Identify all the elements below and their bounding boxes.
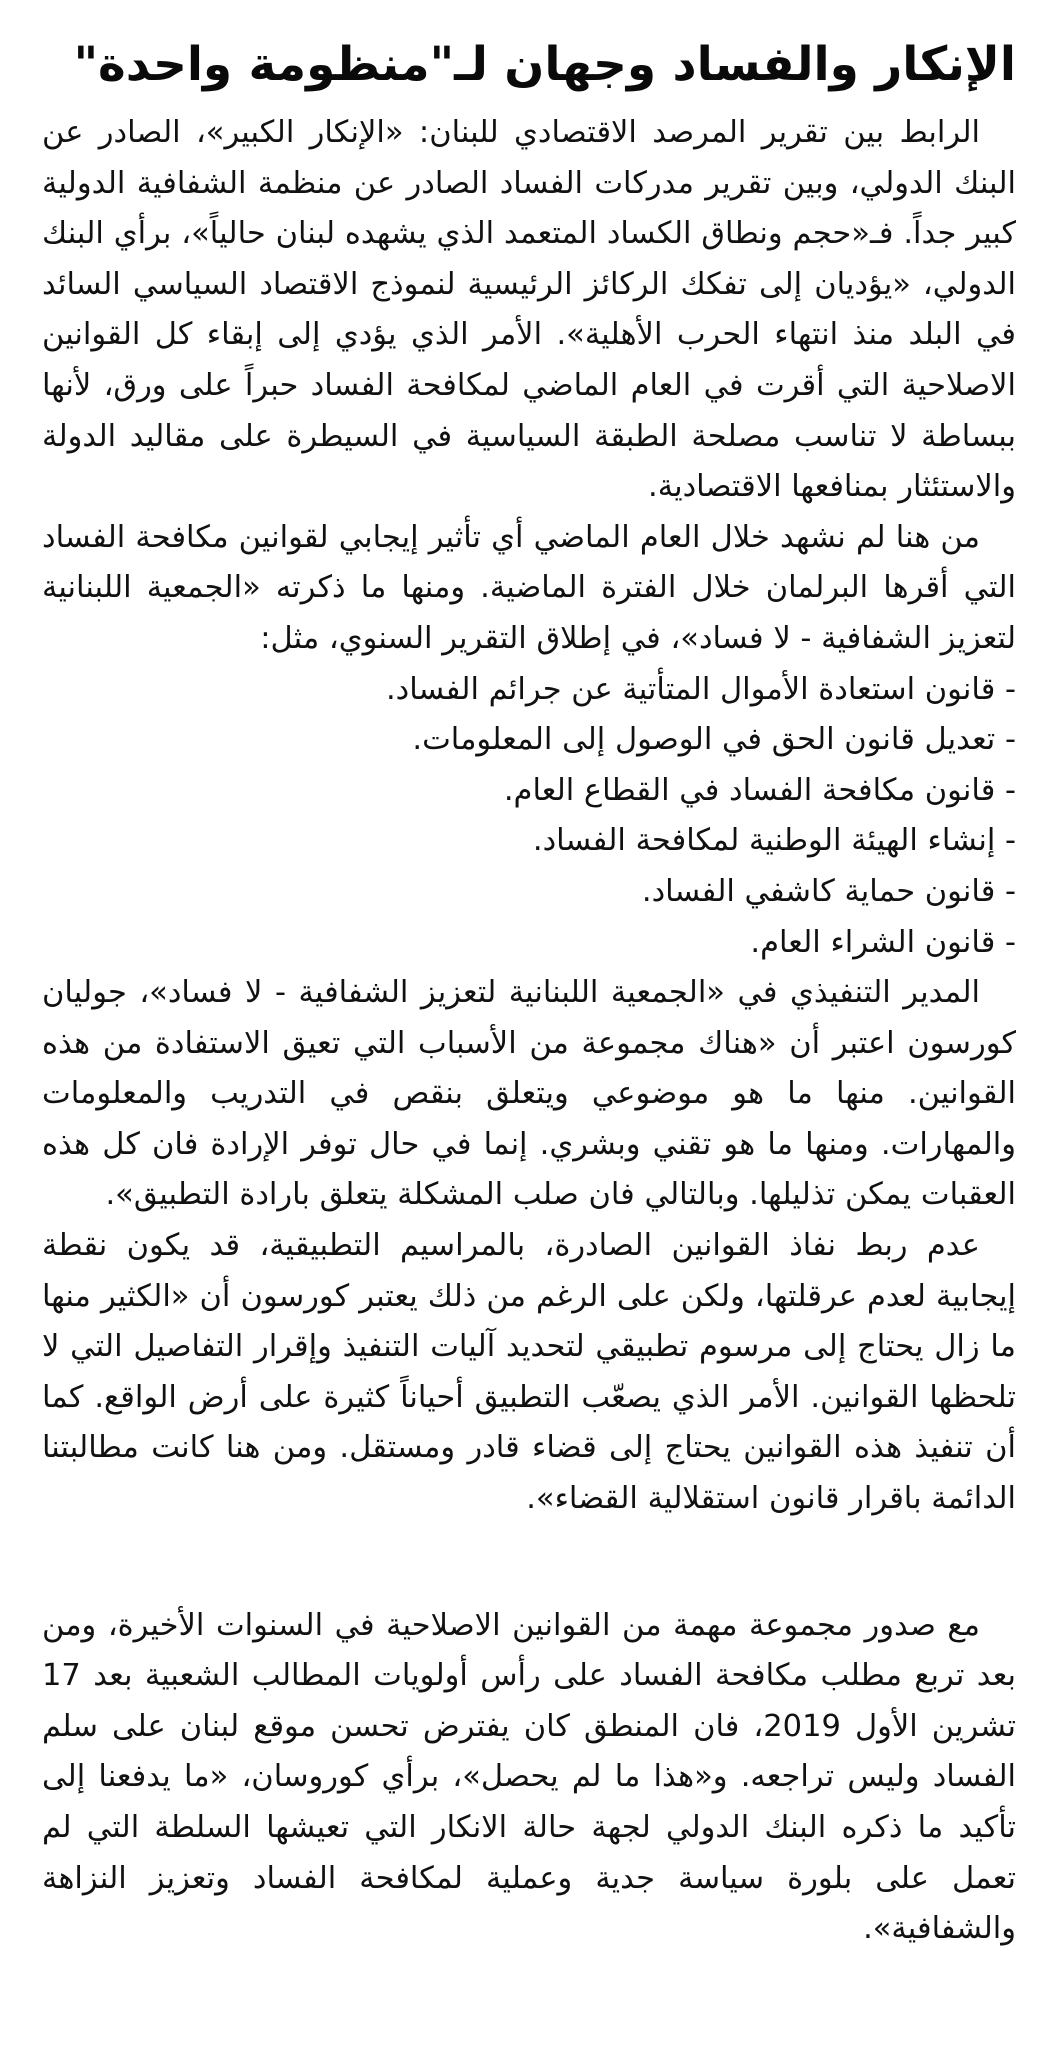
paragraph-decrees: عدم ربط نفاذ القوانين الصادرة، بالمراسيم التطبيقية، قد يكون نقطة إيجابية لعدم عرقلتها، ولكن على الرغم من ذلك يعتبر كورسون أن «الكثير منها ما زال يحتاج إلى مرسوم تطبيقي لتحديد آليات التنفيذ وإقرار التفاصيل التي لا تلحظها القوانين. الأمر الذي يصعّب التطبيق أحياناً كثيرة على أرض الواقع. كما أن تنفيذ هذه القوانين يحتاج إلى قضاء قادر ومستقل. ومن هنا كانت مطالبتنا الدائمة باقرار قانون استقلالية القضاء». <box>42 1228 1016 1517</box>
paragraph-director-quote: المدير التنفيذي في «الجمعية اللبنانية لتعزيز الشفافية - لا فساد»، جوليان كورسون اعتبر أن «هناك مجموعة من الأسباب التي تعيق الاستفادة من هذه القوانين. منها ما هو موضوعي ويتعلق بنقص في التدريب والمعلومات والمهارات. ومنها ما هو تقني وبشري. إنما في حال توفر الإرادة فان كل هذه العقبات يمكن تذليلها. وبالتالي فان صلب المشكلة يتعلق بارادة التطبيق». <box>42 975 1016 1213</box>
list-item: - تعديل قانون الحق في الوصول إلى المعلومات. <box>412 722 1016 758</box>
paragraph-laws-intro: من هنا لم نشهد خلال العام الماضي أي تأثير إيجابي لقوانين مكافحة الفساد التي أقرها البرلمان خلال الفترة الماضية. ومنها ما ذكرته «الجمعية اللبنانية لتعزيز الشفافية - لا فساد»، في إطلاق التقرير السنوي، مثل: <box>42 519 1016 656</box>
paragraph-intro: الرابط بين تقرير المرصد الاقتصادي للبنان: «الإنكار الكبير»، الصادر عن البنك الدولي، وبين تقرير مدركات الفساد الصادر عن منظمة الشفافية الدولية كبير جداً. فـ«حجم ونطاق الكساد المتعمد الذي يشهده لبنان حالياً»، برأي البنك الدولي، «يؤديان إلى تفكك الركائز الرئيسية لنموذج الاقتصاد السياسي السائد في البلد منذ انتهاء الحرب الأهلية». الأمر الذي يؤدي إلى إبقاء كل القوانين الاصلاحية التي أقرت في العام الماضي لمكافحة الفساد حبراً على ورق، لأنها ببساطة لا تناسب مصلحة الطبقة السياسية في السيطرة على مقاليد الدولة والاستئثار بمنافعها الاقتصادية. <box>42 115 1016 505</box>
list-item: - قانون الشراء العام. <box>750 924 1016 960</box>
list-item: - إنشاء الهيئة الوطنية لمكافحة الفساد. <box>532 823 1016 859</box>
article-headline: الإنكار والفساد وجهان لـ"منظومة واحدة" <box>73 37 1016 92</box>
paragraph-conclusion: مع صدور مجموعة مهمة من القوانين الاصلاحية في السنوات الأخيرة، ومن بعد تربع مطلب مكافحة الفساد على رأس أولويات المطالب الشعبية بعد 17 تشرين الأول 2019، فان المنطق كان يفترض تحسن موقع لبنان على سلم الفساد وليس تراجعه. و«هذا ما لم يحصل»، برأي كوروسان، «ما يدفعنا إلى تأكيد ما ذكره البنك الدولي لجهة حالة الانكار التي تعيشها السلطة التي لم تعمل على بلورة سياسة جدية وعملية لمكافحة الفساد وتعزيز النزاهة والشفافية». <box>42 1607 1016 1947</box>
list-item: - قانون حماية كاشفي الفساد. <box>641 873 1016 909</box>
list-item: - قانون استعادة الأموال المتأتية عن جرائم الفساد. <box>385 671 1016 707</box>
article-body <box>42 108 1016 1955</box>
list-item: - قانون مكافحة الفساد في القطاع العام. <box>503 772 1016 808</box>
